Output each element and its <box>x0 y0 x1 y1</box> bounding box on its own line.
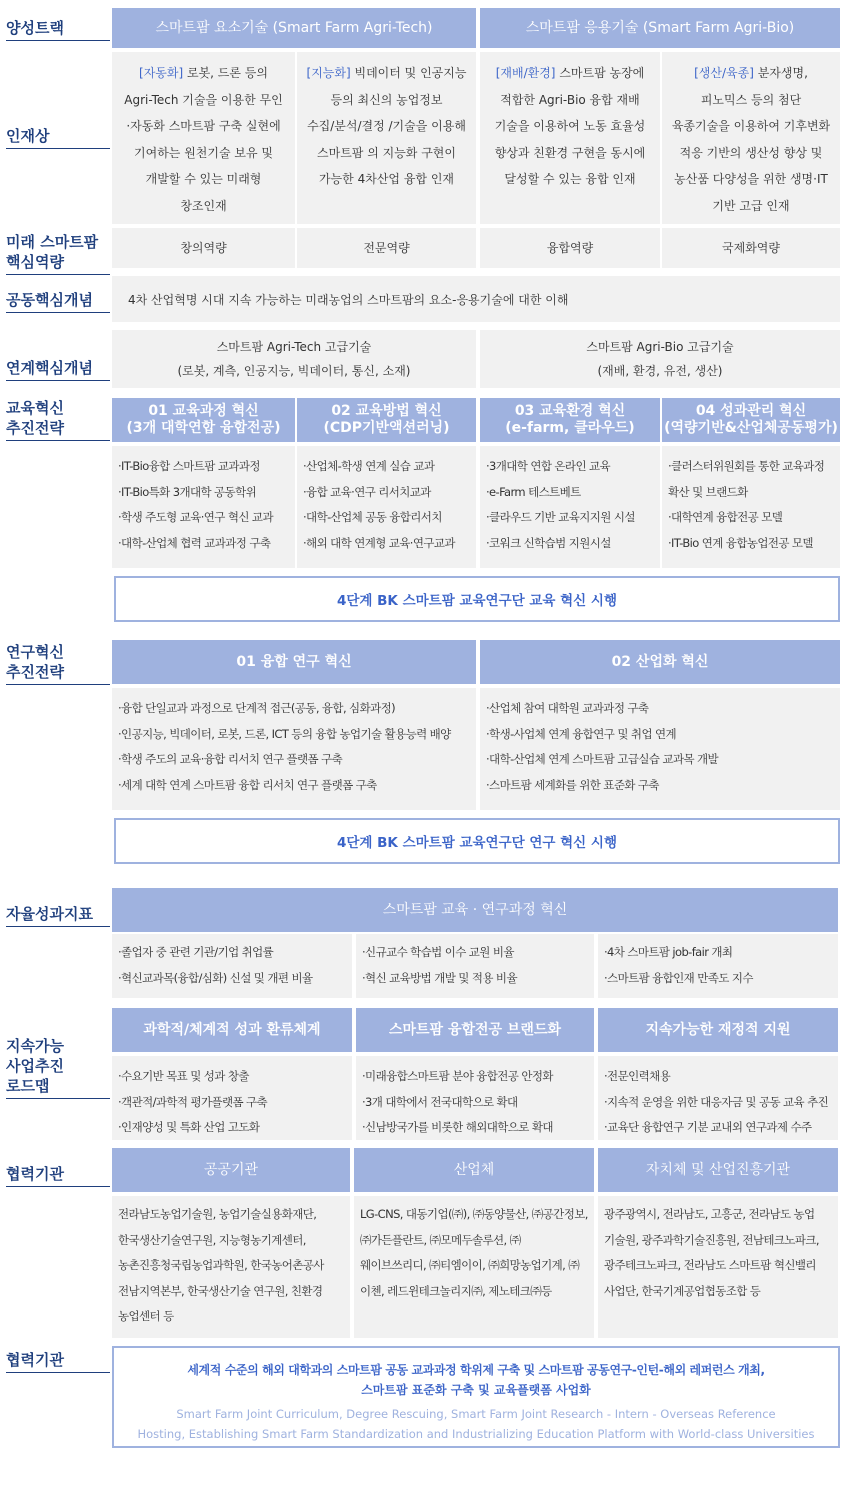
research-items-convergence: ·융합 단일교과 과정으로 단계적 접근(공동, 융합, 심화과정) ·인공지능, 빅데이터, 로봇, 드론, ICT 등의 융합 농업기술 활용능력 배양 ·학생 주도의 교육·융합 리서치 연구 플랫폼 구축 ·세계 대학 연계 스마트팜 융합 리서치 연구 플랫폼 구축 <box>112 688 476 810</box>
linked-concept-agri-tech: 스마트팜 Agri-Tech 고급기술 (로봇, 계측, 인공지능, 빅데이터, 통신, 소재) <box>112 330 476 388</box>
global-kr-line-1: 세계적 수준의 해외 대학과의 스마트팜 공동 교과과정 학위제 구축 및 스마트팜 공동연구-인턴-해외 레퍼런스 개최, <box>187 1363 765 1377</box>
indicator-items-3: ·4차 스마트팜 job-fair 개최 ·스마트팜 융합인재 만족도 지수 <box>598 934 838 998</box>
label-track: 양성트랙 <box>6 18 110 41</box>
partner-items-industry: LG-CNS, 대동기업(㈜), ㈜동양물산, ㈜공간정보, ㈜가든플란트, ㈜모메두솔루션, ㈜ 웨이브쓰리디, ㈜티엠이이, ㈜희망농업기계, ㈜ 이첸, 레드윈테크놀리지㈜, 제노테크㈜등 <box>354 1196 594 1338</box>
talent-breeding: [생산/육종] 분자생명, 피노믹스 등의 첨단 육종기술을 이용하여 기후변화 적응 기반의 생산성 향상 및 농산품 다양성을 위한 생명·IT 기반 고급 인재 <box>662 52 840 224</box>
edu-header-performance: 04 성과관리 혁신 (역량기반&산업체공동평가) <box>662 398 840 442</box>
roadmap-header-feedback: 과학적/체계적 성과 환류체계 <box>112 1008 352 1052</box>
edu-items-performance: ·클러스터위원회를 통한 교육과정 확산 및 브랜드화 ·대학연계 융합전공 모델 ·IT-Bio 연계 융합농업전공 모델 <box>662 446 840 568</box>
edu-items-curriculum: ·IT-Bio융합 스마트팜 교과과정 ·IT-Bio특화 3개대학 공동학위 ·학생 주도형 교육·연구 혁신 교과 ·대학-산업체 협력 교과과정 구축 <box>112 446 295 568</box>
track-agri-bio: 스마트팜 응용기술 (Smart Farm Agri-Bio) <box>480 8 840 48</box>
competency-expert: 전문역량 <box>297 228 476 268</box>
roadmap-items-feedback: ·수요기반 목표 및 성과 창출 ·객관적/과학적 평가플랫폼 구축 ·인재양성 및 특화 산업 고도화 <box>112 1056 352 1140</box>
research-header-convergence: 01 융합 연구 혁신 <box>112 640 476 684</box>
roadmap-items-brand: ·미래융합스마트팜 분야 융합전공 안정화 ·3개 대학에서 전국대학으로 확대 ·신남방국가를 비롯한 해외대학으로 확대 <box>356 1056 594 1140</box>
edu-header-curriculum: 01 교육과정 혁신 (3개 대학연합 융합전공) <box>112 398 295 442</box>
track-agri-tech: 스마트팜 요소기술 (Smart Farm Agri-Tech) <box>112 8 476 48</box>
global-partnership-box <box>112 1346 840 1448</box>
label-talent: 인재상 <box>6 126 110 149</box>
edu-header-environment: 03 교육환경 혁신 (e-farm, 클라우드) <box>480 398 660 442</box>
label-competency: 미래 스마트팜 핵심역량 <box>6 232 110 275</box>
edu-header-method: 02 교육방법 혁신 (CDP기반액션러닝) <box>297 398 476 442</box>
label-common-concept: 공동핵심개념 <box>6 290 110 313</box>
edu-banner: 4단계 BK 스마트팜 교육연구단 교육 혁신 시행 <box>114 576 840 622</box>
talent-cultivation: [재배/환경] 스마트팜 농장에 적합한 Agri-Bio 융합 재배 기술을 이용하여 노동 효율성 향상과 친환경 구현을 동시에 달성할 수 있는 융합 인재 <box>480 52 660 224</box>
label-research-strategy: 연구혁신 추진전략 <box>6 642 110 685</box>
label-linked-concept: 연계핵심개념 <box>6 358 110 381</box>
label-partners-2: 협력기관 <box>6 1350 110 1373</box>
edu-items-environment: ·3개대학 연합 온라인 교육 ·e-Farm 테스트베트 ·클라우드 기반 교육지지원 시설 ·코워크 신학습범 지원시설 <box>480 446 660 568</box>
common-concept: 4차 산업혁명 시대 지속 가능하는 미래농업의 스마트팜의 요소-응용기술에 대한 이해 <box>112 276 840 322</box>
indicator-header: 스마트팜 교육 · 연구과정 혁신 <box>112 888 838 932</box>
partner-header-industry: 산업체 <box>354 1148 594 1192</box>
competency-convergence: 융합역량 <box>480 228 660 268</box>
partner-items-public: 전라남도농업기술원, 농업기술실용화재단, 한국생산기술연구원, 지능형농기계센터, 농촌진흥청국립농업과학원, 한국농어촌공사 전남지역본부, 한국생산기술 연구원, 친환경 농업센터 등 <box>112 1196 350 1338</box>
indicator-items-1: ·졸업자 중 관련 기관/기업 취업률 ·혁신교과목(융합/심화) 신설 및 개편 비율 <box>112 934 352 998</box>
label-roadmap: 지속가능 사업추진 로드맵 <box>6 1036 110 1099</box>
partner-header-local-gov: 자치체 및 산업진흥기관 <box>598 1148 838 1192</box>
label-partners-1: 협력기관 <box>6 1164 110 1187</box>
roadmap-items-finance: ·전문인력채용 ·지속적 운영을 위한 대응자금 및 공동 교육 추진 ·교육단 융합연구 기분 교내외 연구과제 수주 <box>598 1056 838 1140</box>
linked-concept-agri-bio: 스마트팜 Agri-Bio 고급기술 (재배, 환경, 유전, 생산) <box>480 330 840 388</box>
competency-global: 국제화역량 <box>662 228 840 268</box>
research-banner: 4단계 BK 스마트팜 교육연구단 연구 혁신 시행 <box>114 818 840 864</box>
roadmap-header-finance: 지속가능한 재정적 지원 <box>598 1008 838 1052</box>
global-en-line-2: Hosting, Establishing Smart Farm Standardization and Industrializing Education Platform with World-class Universities <box>137 1427 815 1441</box>
label-indicator: 자율성과지표 <box>6 904 110 927</box>
competency-creative: 창의역량 <box>112 228 295 268</box>
talent-intelligence: [지능화] 빅데이터 및 인공지능 등의 최신의 농업정보 수집/분석/결정 /기술을 이용해 스마트팜 의 지능화 구현이 가능한 4차산업 융합 인재 <box>297 52 476 224</box>
roadmap-header-brand: 스마트팜 융합전공 브랜드화 <box>356 1008 594 1052</box>
partner-header-public: 공공기관 <box>112 1148 350 1192</box>
label-edu-strategy: 교육혁신 추진전략 <box>6 398 110 441</box>
research-header-industrialization: 02 산업화 혁신 <box>480 640 840 684</box>
talent-automation: [자동화] 로봇, 드론 등의 Agri-Tech 기술을 이용한 무인 ·자동화 스마트팜 구축 실현에 기여하는 원천기술 보유 및 개발할 수 있는 미래형 창조인재 <box>112 52 295 224</box>
indicator-items-2: ·신규교수 학습법 이수 교원 비율 ·혁신 교육방법 개발 및 적용 비율 <box>356 934 594 998</box>
global-kr-line-2: 스마트팜 표준화 구축 및 교육플랫폼 사업화 <box>361 1383 591 1397</box>
research-items-industrialization: ·산업체 참여 대학원 교과과정 구축 ·학생-사업체 연계 융합연구 및 취업 연계 ·대학-산업체 연계 스마트팜 고급실습 교과목 개발 ·스마트팜 세계화를 위한 표준화 구축 <box>480 688 840 810</box>
global-en-line-1: Smart Farm Joint Curriculum, Degree Rescuing, Smart Farm Joint Research - Intern - Overseas Reference <box>176 1407 776 1421</box>
partner-items-local-gov: 광주광역시, 전라남도, 고흥군, 전라남도 농업 기술원, 광주과학기술진흥원, 전남테크노파크, 광주테크노파크, 전라남도 스마트팜 혁신밸리 사업단, 한국기계공업협동조합 등 <box>598 1196 838 1338</box>
edu-items-method: ·산업체-학생 연계 실습 교과 ·융합 교육·연구 리서치교과 ·대학-산업체 공동 융합리서치 ·해외 대학 연계형 교육·연구교과 <box>297 446 476 568</box>
